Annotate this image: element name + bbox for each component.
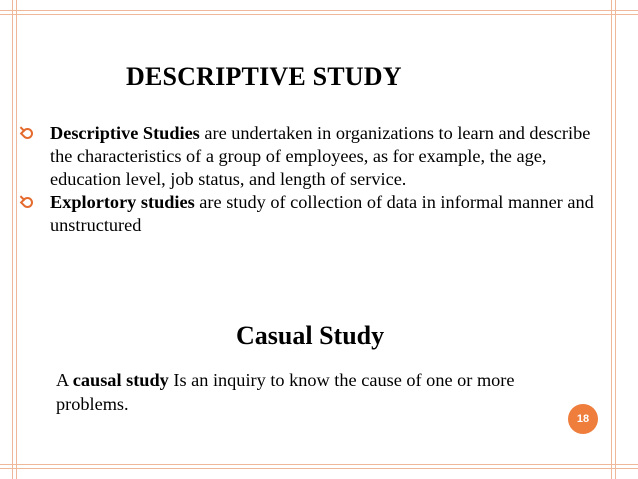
bullet-icon [20, 195, 36, 211]
border-line-top-2 [0, 14, 638, 15]
page-number-badge: 18 [568, 404, 598, 434]
bullet-item-exploratory [22, 191, 602, 237]
border-line-right-2 [615, 0, 616, 479]
bullet-bold-term: Descriptive Studies [50, 123, 200, 143]
border-line-right-1 [611, 0, 612, 479]
section-heading: Casual Study [236, 321, 385, 350]
border-line-left-2 [16, 0, 17, 479]
bullet-bold-term: Explortory studies [50, 192, 195, 212]
slide-title: DESCRIPTIVE STUDY [126, 62, 402, 91]
bullet-text: are undertaken in organizations to learn and describe the characteristics of a group of employees, as for example, the age, education level, job status, and length of service. [50, 123, 591, 189]
bullet-text: are study of collection of data in informal manner and unstructured [50, 192, 594, 235]
bullet-icon [20, 126, 36, 142]
border-line-bottom-2 [0, 468, 638, 469]
para-text: Is an inquiry to know the cause of one or more problems. [56, 370, 515, 414]
border-line-left-1 [12, 0, 13, 479]
causal-paragraph [56, 368, 556, 416]
border-line-bottom-1 [0, 464, 638, 465]
bullet-item-descriptive [22, 122, 602, 191]
para-prefix: A [56, 370, 73, 390]
bullet-list [22, 122, 602, 237]
para-bold-term: causal study [72, 370, 169, 390]
border-line-top-1 [0, 10, 638, 11]
